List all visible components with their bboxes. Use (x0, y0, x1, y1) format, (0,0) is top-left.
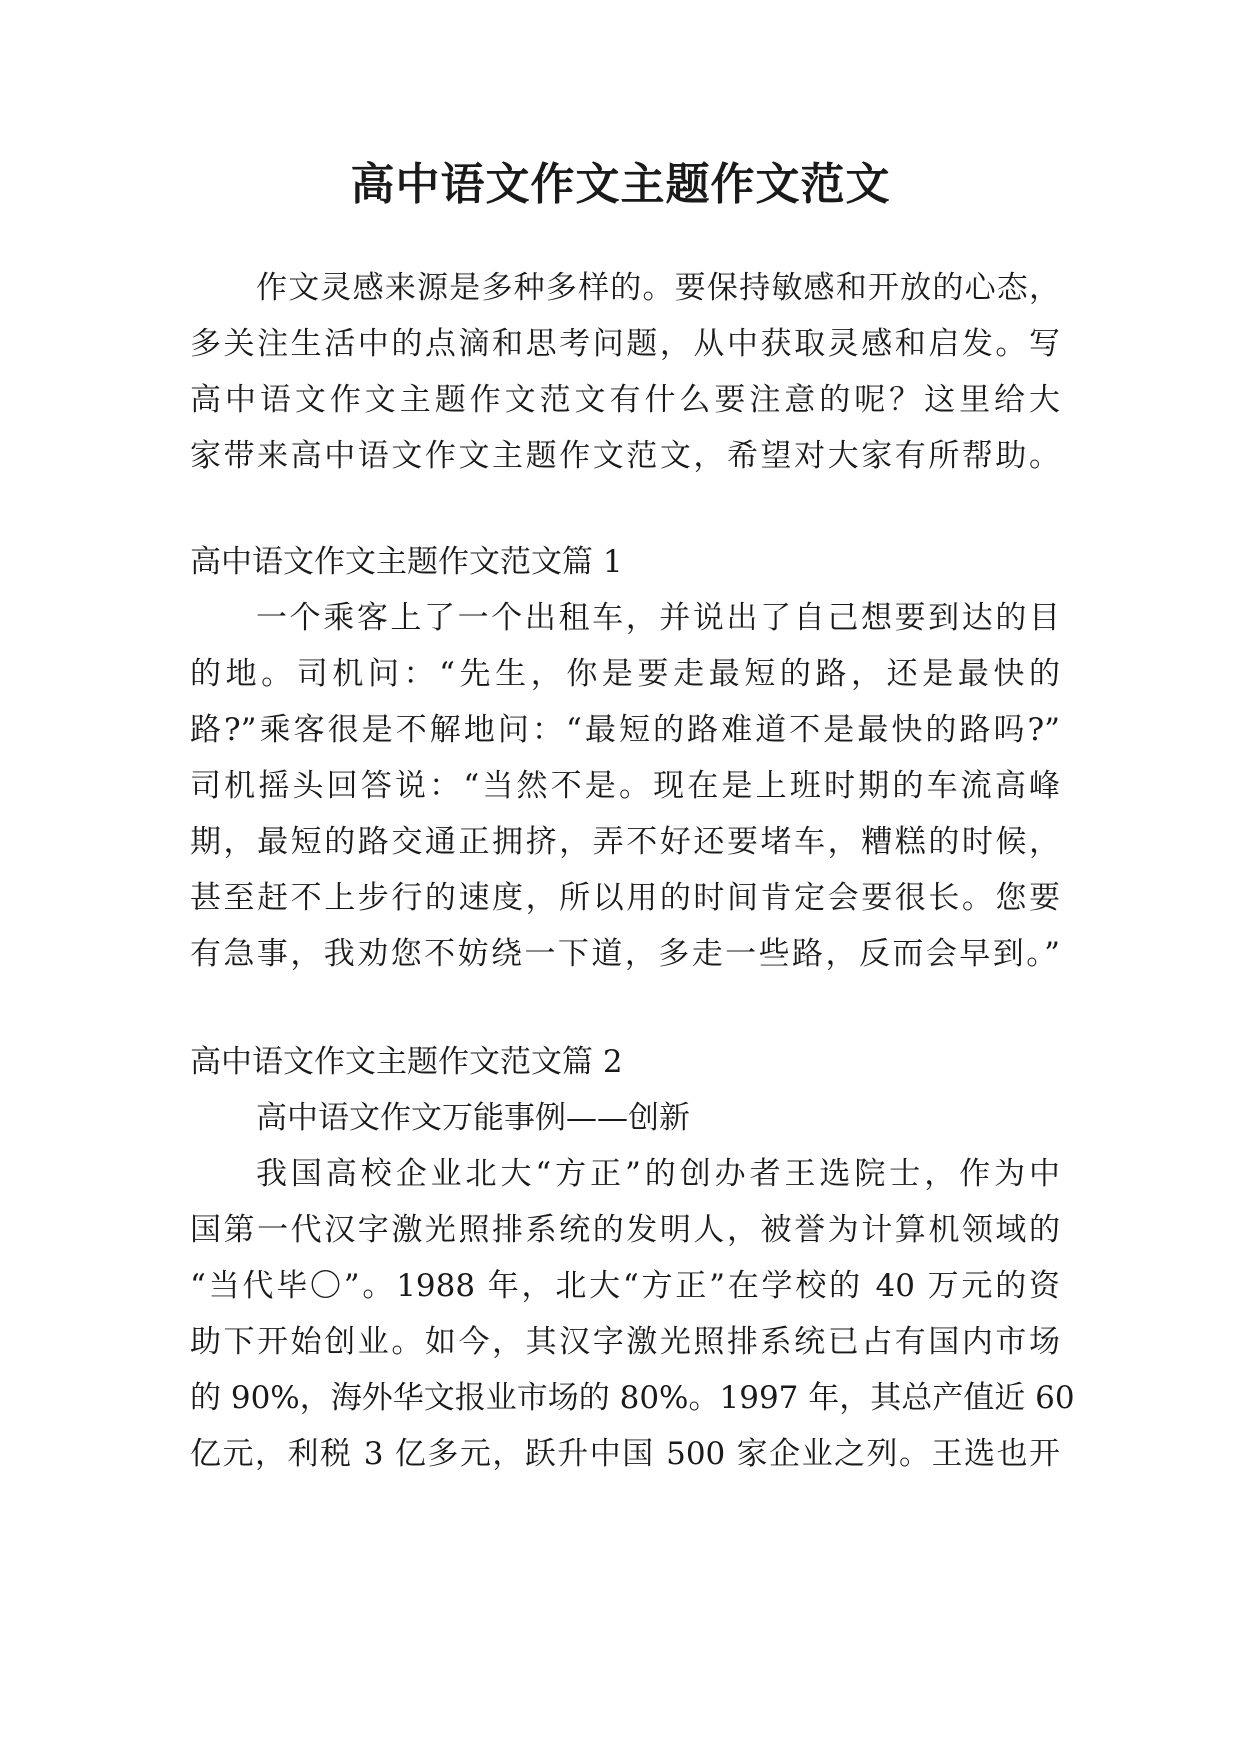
intro-line: 家带来高中语文作文主题作文范文，希望对大家有所帮助。 (190, 438, 1060, 474)
intro-line: 作文灵感来源是多种多样的。要保持敏感和开放的心态， (256, 270, 1060, 306)
paragraph-line: 助下开始创业。如今，其汉字激光照排系统已占有国内市场 (190, 1324, 1060, 1360)
paragraph-line: 的 90%，海外华文报业市场的 80%。1997 年，其总产值近 60 (190, 1380, 1075, 1416)
paragraph-line: 甚至赶不上步行的速度，所以用的时间肯定会要很长。您要 (190, 880, 1060, 916)
section-subheading: 高中语文作文万能事例——创新 (256, 1100, 690, 1136)
intro-line: 多关注生活中的点滴和思考问题，从中获取灵感和启发。写 (190, 326, 1060, 362)
paragraph-line: 期，最短的路交通正拥挤，弄不好还要堵车，糟糕的时候， (190, 824, 1060, 860)
paragraph-line: 路?”乘客很是不解地问：“最短的路难道不是最快的路吗?” (190, 712, 1060, 748)
paragraph-line: 有急事，我劝您不妨绕一下道，多走一些路，反而会早到。” (190, 936, 1060, 972)
paragraph-line: 国第一代汉字激光照排系统的发明人，被誉为计算机领域的 (190, 1212, 1060, 1248)
paragraph-line: “当代毕〇”。1988 年，北大“方正”在学校的 40 万元的资 (190, 1268, 1060, 1304)
paragraph-line: 亿元，利税 3 亿多元，跃升中国 500 家企业之列。王选也开 (190, 1436, 1060, 1472)
paragraph-line: 的地。司机问：“先生，你是要走最短的路，还是最快的 (190, 656, 1060, 692)
paragraph-line: 我国高校企业北大“方正”的创办者王选院士，作为中 (256, 1156, 1060, 1192)
paragraph-line: 一个乘客上了一个出租车，并说出了自己想要到达的目 (256, 600, 1060, 636)
paragraph-line: 司机摇头回答说：“当然不是。现在是上班时期的车流高峰 (190, 768, 1060, 804)
intro-line: 高中语文作文主题作文范文有什么要注意的呢？这里给大 (190, 382, 1060, 418)
section-heading: 高中语文作文主题作文范文篇 1 (190, 544, 623, 580)
section-heading: 高中语文作文主题作文范文篇 2 (190, 1044, 623, 1080)
document-title: 高中语文作文主题作文范文 (350, 159, 891, 210)
